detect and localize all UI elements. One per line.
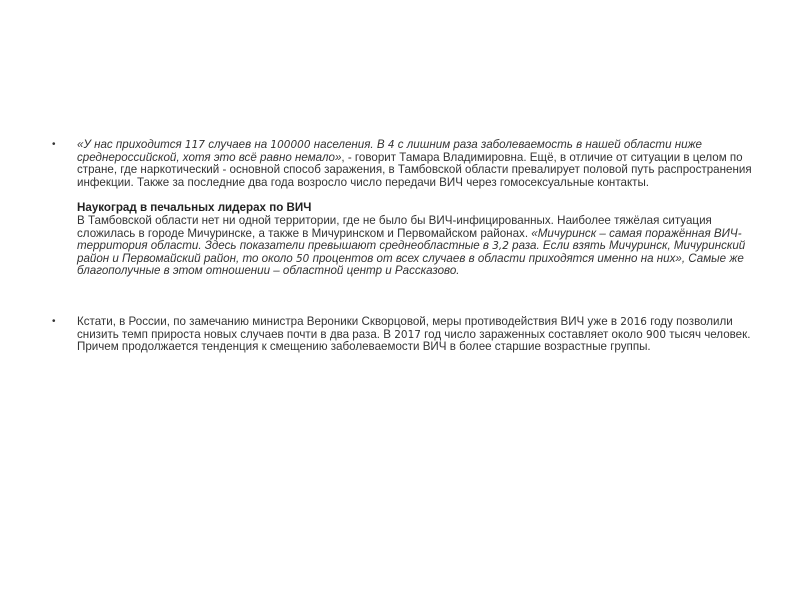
quote-part: с лишним раза заболеваемость в нашей области ниже среднероссийской, хотя это всё равно немало» (77, 138, 702, 164)
paragraph-text: тысяч человек. Причем продолжается тенденция к смещению заболеваемости ВИЧ в более старшие возрастные группы. (77, 327, 751, 354)
number-4: 4 (387, 139, 395, 151)
bullet-item-1 (52, 139, 762, 278)
paragraph-text: , - говорит Тамара Владимировна. Ещё, в отличие от ситуации в целом по стране, где наркотический - основной способ заражения, в Тамбовской области превалирует половой путь распространения инфекции. Также за последние два года возросло число передачи ВИЧ через гомосексуальные контакты. (77, 150, 752, 189)
number-2016: 2016 (620, 315, 647, 328)
number-50: 50 (295, 252, 310, 265)
number-2017: 2017 (394, 328, 421, 341)
number-100000: 100000 (270, 139, 311, 151)
number-3-2: 3,2 (492, 240, 509, 253)
quote-part: «У нас приходится (77, 138, 185, 151)
quote-part: «Мичуринск – самая поражённая ВИЧ-территория области. Здесь показатели превышают среднеобластные в (77, 226, 742, 253)
paragraph-michurinsk (77, 215, 762, 278)
number-117: 117 (184, 139, 205, 151)
quote-part: процентов от всех случаев в области приходятся именно на них», Самые же благополучные в этом отношении – областной центр и Рассказово. (77, 251, 744, 278)
paragraph-quote-tamara (77, 139, 762, 189)
bullet-marker: • (52, 139, 56, 150)
quote-part: случаев на (204, 138, 271, 151)
number-900: 900 (645, 328, 666, 341)
subheading: Наукоград в печальных лидерах по ВИЧ (77, 201, 312, 215)
quote-part: раза. Если взять Мичуринск, Мичуринский район и Первомайский район, то около (77, 239, 746, 265)
paragraph-skvortsova (77, 316, 762, 354)
paragraph-text: год число зараженных составляет около (420, 327, 646, 341)
bullet-marker: • (52, 315, 56, 327)
quote-part: населения. В (310, 138, 388, 151)
paragraph-text: Кстати, в России, по замечанию министра Вероники Скворцовой, меры противодействия ВИЧ уже в (77, 314, 621, 328)
paragraph-text: В Тамбовской области нет ни одной территории, где не было бы ВИЧ-инфицированных. Наиболее тяжёлая ситуация сложилась в городе Мичуринске, а также в Мичуринском и Первомайском районах. (77, 213, 712, 240)
bullet-item-2 (52, 316, 762, 354)
slide-content (52, 139, 762, 354)
paragraph-text: году позволили снизить темп прироста новых случаев почти в два раза. В (77, 314, 733, 341)
